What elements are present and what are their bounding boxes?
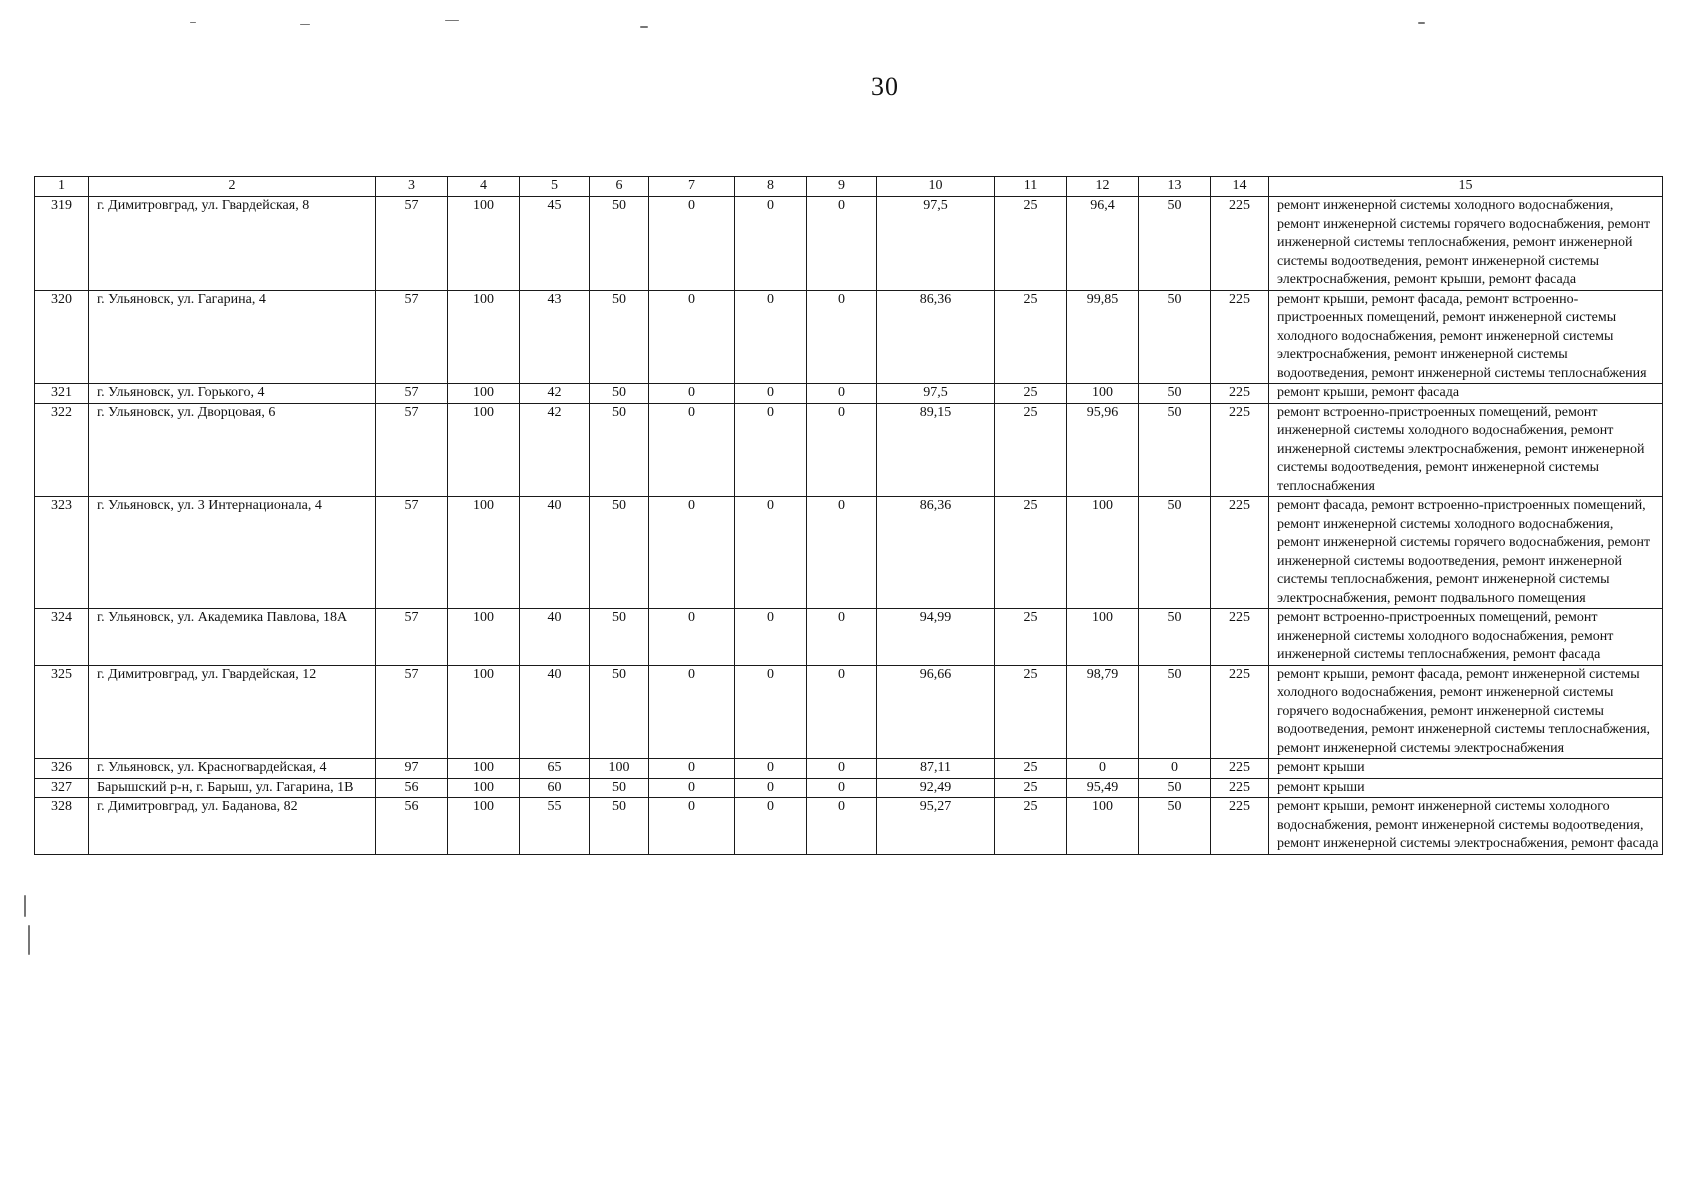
value-cell: 57 — [376, 384, 448, 404]
row-number-cell: 322 — [35, 403, 89, 497]
scan-artifact — [1418, 22, 1425, 24]
value-cell: 45 — [520, 197, 590, 291]
value-cell: 50 — [590, 403, 649, 497]
table-row — [35, 497, 1663, 609]
works-list-cell: ремонт фасада, ремонт встроенно-пристроенных помещений, ремонт инженерной системы холодного водоснабжения, ремонт инженерной системы горячего водоснабжения, ремонт инженерной системы водоотведения, ремонт инженерной системы теплоснабжения, ремонт инженерной системы электроснабжения, ремонт подвального помещения — [1269, 497, 1663, 609]
address-cell: г. Димитровград, ул. Гвардейская, 12 — [89, 665, 376, 759]
value-cell: 0 — [735, 403, 807, 497]
row-number-cell: 327 — [35, 778, 89, 798]
value-cell: 0 — [735, 497, 807, 609]
address-cell: г. Ульяновск, ул. Горького, 4 — [89, 384, 376, 404]
value-cell: 100 — [1067, 798, 1139, 855]
value-cell: 50 — [1139, 384, 1211, 404]
value-cell: 0 — [735, 798, 807, 855]
works-list-cell: ремонт крыши — [1269, 778, 1663, 798]
value-cell: 57 — [376, 197, 448, 291]
value-cell: 225 — [1211, 403, 1269, 497]
value-cell: 0 — [649, 798, 735, 855]
value-cell: 225 — [1211, 384, 1269, 404]
value-cell: 100 — [590, 759, 649, 779]
column-header: 6 — [590, 177, 649, 197]
value-cell: 50 — [590, 497, 649, 609]
works-list-cell: ремонт крыши, ремонт фасада, ремонт инженерной системы холодного водоснабжения, ремонт инженерной системы горячего водоснабжения, ремонт инженерной системы водоотведения, ремонт инженерной системы теплоснабжения, ремонт инженерной системы электроснабжения — [1269, 665, 1663, 759]
value-cell: 0 — [807, 778, 877, 798]
value-cell: 50 — [1139, 778, 1211, 798]
works-list-cell: ремонт крыши, ремонт фасада, ремонт встроенно-пристроенных помещений, ремонт инженерной системы холодного водоснабжения, ремонт инженерной системы электроснабжения, ремонт инженерной системы водоотведения, ремонт инженерной системы теплоснабжения — [1269, 290, 1663, 384]
address-cell: г. Ульяновск, ул. Академика Павлова, 18А — [89, 609, 376, 666]
value-cell: 25 — [995, 497, 1067, 609]
value-cell: 25 — [995, 609, 1067, 666]
value-cell: 94,99 — [877, 609, 995, 666]
value-cell: 55 — [520, 798, 590, 855]
column-header: 12 — [1067, 177, 1139, 197]
value-cell: 0 — [649, 384, 735, 404]
value-cell: 96,66 — [877, 665, 995, 759]
value-cell: 60 — [520, 778, 590, 798]
column-header: 9 — [807, 177, 877, 197]
value-cell: 50 — [1139, 497, 1211, 609]
value-cell: 225 — [1211, 798, 1269, 855]
column-header: 8 — [735, 177, 807, 197]
address-cell: г. Ульяновск, ул. Дворцовая, 6 — [89, 403, 376, 497]
value-cell: 0 — [649, 290, 735, 384]
value-cell: 56 — [376, 778, 448, 798]
value-cell: 0 — [807, 665, 877, 759]
value-cell: 50 — [590, 197, 649, 291]
value-cell: 0 — [735, 759, 807, 779]
value-cell: 86,36 — [877, 497, 995, 609]
row-number-cell: 319 — [35, 197, 89, 291]
value-cell: 100 — [1067, 497, 1139, 609]
value-cell: 25 — [995, 778, 1067, 798]
table-row — [35, 384, 1663, 404]
works-list-cell: ремонт инженерной системы холодного водоснабжения, ремонт инженерной системы горячего водоснабжения, ремонт инженерной системы теплоснабжения, ремонт инженерной системы водоотведения, ремонт инженерной системы электроснабжения, ремонт крыши, ремонт фасада — [1269, 197, 1663, 291]
table-row — [35, 778, 1663, 798]
address-cell: г. Ульяновск, ул. Гагарина, 4 — [89, 290, 376, 384]
table-row — [35, 403, 1663, 497]
value-cell: 57 — [376, 665, 448, 759]
value-cell: 50 — [1139, 609, 1211, 666]
address-cell: Барышский р-н, г. Барыш, ул. Гагарина, 1В — [89, 778, 376, 798]
value-cell: 95,49 — [1067, 778, 1139, 798]
value-cell: 50 — [1139, 290, 1211, 384]
value-cell: 95,96 — [1067, 403, 1139, 497]
value-cell: 225 — [1211, 497, 1269, 609]
column-number-row — [35, 177, 1663, 197]
value-cell: 25 — [995, 798, 1067, 855]
value-cell: 225 — [1211, 778, 1269, 798]
table-row — [35, 665, 1663, 759]
value-cell: 225 — [1211, 665, 1269, 759]
value-cell: 100 — [448, 665, 520, 759]
table-row — [35, 759, 1663, 779]
value-cell: 43 — [520, 290, 590, 384]
value-cell: 0 — [807, 798, 877, 855]
works-list-cell: ремонт встроенно-пристроенных помещений, ремонт инженерной системы холодного водоснабжения, ремонт инженерной системы электроснабжения, ремонт инженерной системы водоотведения, ремонт инженерной системы теплоснабжения — [1269, 403, 1663, 497]
value-cell: 0 — [649, 403, 735, 497]
value-cell: 96,4 — [1067, 197, 1139, 291]
value-cell: 86,36 — [877, 290, 995, 384]
page-number: 30 — [871, 72, 899, 101]
scan-artifact — [640, 26, 648, 28]
value-cell: 42 — [520, 403, 590, 497]
table-row — [35, 290, 1663, 384]
address-cell: г. Димитровград, ул. Гвардейская, 8 — [89, 197, 376, 291]
value-cell: 225 — [1211, 759, 1269, 779]
value-cell: 50 — [590, 609, 649, 666]
works-list-cell: ремонт крыши, ремонт инженерной системы холодного водоснабжения, ремонт инженерной системы водоотведения, ремонт инженерной системы электроснабжения, ремонт фасада — [1269, 798, 1663, 855]
table-row — [35, 798, 1663, 855]
value-cell: 0 — [735, 665, 807, 759]
column-header: 4 — [448, 177, 520, 197]
scan-artifact — [24, 895, 26, 917]
value-cell: 100 — [448, 497, 520, 609]
value-cell: 25 — [995, 665, 1067, 759]
value-cell: 40 — [520, 497, 590, 609]
value-cell: 25 — [995, 759, 1067, 779]
value-cell: 50 — [590, 290, 649, 384]
scan-artifact — [190, 22, 196, 23]
value-cell: 40 — [520, 609, 590, 666]
value-cell: 100 — [448, 197, 520, 291]
scan-artifact — [445, 20, 459, 21]
value-cell: 0 — [649, 665, 735, 759]
value-cell: 97,5 — [877, 384, 995, 404]
value-cell: 98,79 — [1067, 665, 1139, 759]
works-list-cell: ремонт встроенно-пристроенных помещений, ремонт инженерной системы холодного водоснабжения, ремонт инженерной системы теплоснабжения, ремонт фасада — [1269, 609, 1663, 666]
value-cell: 99,85 — [1067, 290, 1139, 384]
column-header: 1 — [35, 177, 89, 197]
column-header: 10 — [877, 177, 995, 197]
value-cell: 57 — [376, 403, 448, 497]
address-cell: г. Димитровград, ул. Баданова, 82 — [89, 798, 376, 855]
value-cell: 42 — [520, 384, 590, 404]
value-cell: 50 — [1139, 665, 1211, 759]
value-cell: 225 — [1211, 609, 1269, 666]
value-cell: 25 — [995, 403, 1067, 497]
works-list-cell: ремонт крыши — [1269, 759, 1663, 779]
value-cell: 25 — [995, 197, 1067, 291]
value-cell: 0 — [735, 384, 807, 404]
value-cell: 97,5 — [877, 197, 995, 291]
row-number-cell: 328 — [35, 798, 89, 855]
address-cell: г. Ульяновск, ул. Красногвардейская, 4 — [89, 759, 376, 779]
value-cell: 57 — [376, 497, 448, 609]
value-cell: 50 — [1139, 403, 1211, 497]
value-cell: 0 — [1067, 759, 1139, 779]
scan-artifact — [28, 925, 30, 955]
value-cell: 95,27 — [877, 798, 995, 855]
table-row — [35, 197, 1663, 291]
column-header: 11 — [995, 177, 1067, 197]
table-row — [35, 609, 1663, 666]
value-cell: 0 — [649, 197, 735, 291]
value-cell: 0 — [649, 497, 735, 609]
column-header: 3 — [376, 177, 448, 197]
value-cell: 100 — [448, 759, 520, 779]
value-cell: 0 — [735, 290, 807, 384]
value-cell: 57 — [376, 609, 448, 666]
value-cell: 50 — [1139, 798, 1211, 855]
column-header: 7 — [649, 177, 735, 197]
value-cell: 0 — [807, 403, 877, 497]
value-cell: 100 — [448, 609, 520, 666]
value-cell: 0 — [1139, 759, 1211, 779]
value-cell: 0 — [735, 197, 807, 291]
value-cell: 25 — [995, 384, 1067, 404]
value-cell: 89,15 — [877, 403, 995, 497]
value-cell: 50 — [1139, 197, 1211, 291]
row-number-cell: 326 — [35, 759, 89, 779]
registry-table-container — [34, 176, 1662, 855]
value-cell: 0 — [807, 290, 877, 384]
value-cell: 225 — [1211, 197, 1269, 291]
column-header: 2 — [89, 177, 376, 197]
registry-table — [34, 176, 1663, 855]
value-cell: 0 — [807, 497, 877, 609]
row-number-cell: 323 — [35, 497, 89, 609]
value-cell: 0 — [649, 759, 735, 779]
value-cell: 87,11 — [877, 759, 995, 779]
value-cell: 65 — [520, 759, 590, 779]
column-header: 14 — [1211, 177, 1269, 197]
works-list-cell: ремонт крыши, ремонт фасада — [1269, 384, 1663, 404]
column-header: 13 — [1139, 177, 1211, 197]
value-cell: 0 — [807, 197, 877, 291]
scan-artifact — [300, 24, 310, 25]
value-cell: 0 — [807, 384, 877, 404]
value-cell: 0 — [807, 759, 877, 779]
value-cell: 100 — [448, 290, 520, 384]
value-cell: 0 — [649, 778, 735, 798]
row-number-cell: 321 — [35, 384, 89, 404]
column-header: 5 — [520, 177, 590, 197]
column-header: 15 — [1269, 177, 1663, 197]
value-cell: 25 — [995, 290, 1067, 384]
value-cell: 92,49 — [877, 778, 995, 798]
value-cell: 100 — [448, 403, 520, 497]
value-cell: 57 — [376, 290, 448, 384]
value-cell: 225 — [1211, 290, 1269, 384]
value-cell: 0 — [735, 609, 807, 666]
registry-table-body — [35, 197, 1663, 855]
value-cell: 100 — [448, 798, 520, 855]
row-number-cell: 324 — [35, 609, 89, 666]
value-cell: 100 — [1067, 609, 1139, 666]
value-cell: 40 — [520, 665, 590, 759]
value-cell: 50 — [590, 778, 649, 798]
value-cell: 100 — [448, 384, 520, 404]
value-cell: 0 — [807, 609, 877, 666]
value-cell: 50 — [590, 798, 649, 855]
value-cell: 0 — [649, 609, 735, 666]
value-cell: 100 — [448, 778, 520, 798]
value-cell: 56 — [376, 798, 448, 855]
value-cell: 50 — [590, 384, 649, 404]
row-number-cell: 320 — [35, 290, 89, 384]
value-cell: 97 — [376, 759, 448, 779]
value-cell: 50 — [590, 665, 649, 759]
value-cell: 0 — [735, 778, 807, 798]
address-cell: г. Ульяновск, ул. 3 Интернационала, 4 — [89, 497, 376, 609]
row-number-cell: 325 — [35, 665, 89, 759]
value-cell: 100 — [1067, 384, 1139, 404]
